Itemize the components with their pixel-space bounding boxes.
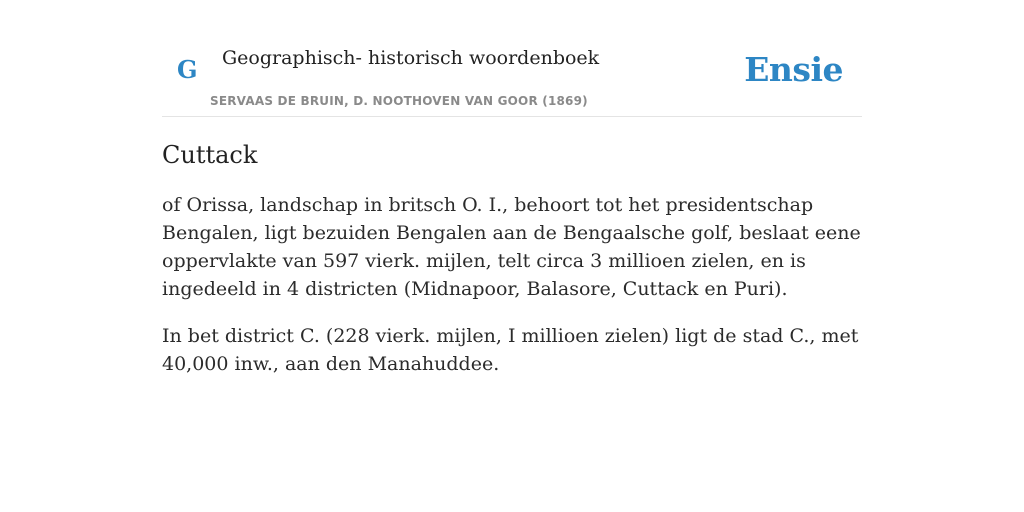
entry-paragraph: of Orissa, landschap in britsch O. I., behoort tot het presidentschap Bengalen, ligt bezuiden Bengalen aan de Bengaalsche golf, beslaat eene oppervlakte van 597 vierk. mijlen, telt circa 3 millioen zielen, en is ingedeeld in 4 districten (Midnapoor, Balasore, Cuttack en Puri). [162, 194, 861, 300]
entry-body [162, 191, 862, 378]
entry-paragraph: In bet district C. (228 vierk. mijlen, I millioen zielen) ligt de stad C., met 40,000 inw., aan den Manahuddee. [162, 325, 859, 375]
entry-title: Cuttack [162, 141, 258, 169]
ensie-logo-link[interactable]: Ensie [744, 50, 843, 89]
book-title-link[interactable]: Geographisch- historisch woordenboek [222, 47, 600, 69]
book-author: SERVAAS DE BRUIN, D. NOOTHOVEN VAN GOOR (1869) [210, 94, 588, 108]
book-letter-icon[interactable]: G [177, 55, 198, 84]
book-header [162, 0, 862, 117]
page [162, 0, 862, 378]
